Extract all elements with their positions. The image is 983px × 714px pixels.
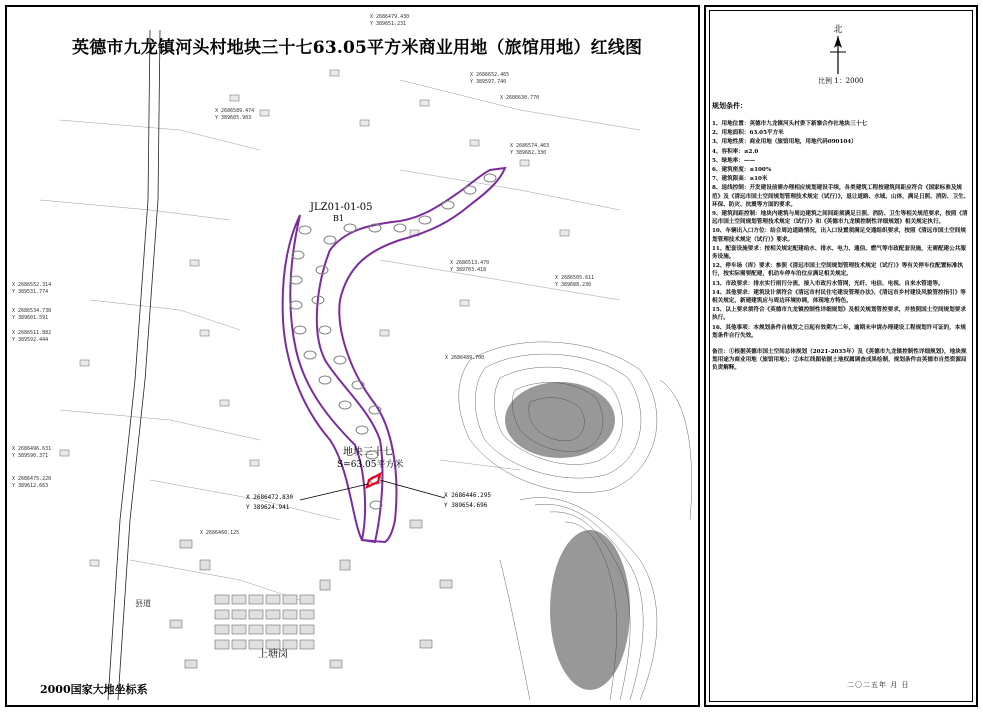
condition-item: 9、建筑间距控制：地块内建筑与周边建筑之间间距须满足日照、消防、卫生等相关规范要求，按照《清远市国土空间规划管理技术规定（试行）》和《英德市九龙镇控制性详细规划》相关规定执行。 — [712, 211, 968, 226]
site-area: S=63.05平方米 — [337, 460, 404, 470]
survey-point: X 2686652.465 — [470, 72, 510, 78]
condition-item: 6、建筑密度：≤100% — [712, 167, 772, 174]
condition-item: 7、建筑限高：≤10米 — [712, 176, 768, 183]
survey-point: Y 389682.330 — [510, 150, 547, 156]
site-coord-x-2: X 2686446.295 — [444, 492, 491, 499]
road-label: 县道 — [135, 599, 151, 608]
site-coord-y-2: Y 389654.696 — [444, 502, 488, 509]
survey-point: X 2686505.611 — [555, 275, 595, 281]
survey-point: X 2686475.220 — [12, 476, 52, 482]
condition-item: 2、用地面积：63.05平方米 — [712, 130, 784, 137]
survey-point: Y 389605.903 — [215, 115, 252, 121]
survey-point: Y 389688.230 — [555, 282, 592, 288]
condition-item: 13、市政要求：排水实行雨污分流，接入市政污水管网，光纤、电信、电视、自来水管道等。 — [712, 280, 944, 287]
survey-point: X 2686460.125 — [200, 530, 240, 536]
condition-item: 4、容积率：≤2.0 — [712, 148, 759, 155]
site-label: 地块三十七 — [343, 447, 393, 458]
survey-point: X 2686496.631 — [12, 446, 52, 452]
survey-point: Y 389703.418 — [450, 267, 487, 273]
survey-point: X 2686489.700 — [445, 355, 485, 361]
planning-conditions — [712, 120, 970, 374]
parcel-code: JLZ01-01-05 — [310, 202, 373, 213]
survey-point: Y 389651.231 — [370, 21, 407, 27]
condition-item: 8、退线控制：开发建设前需办理相应规划建设手续，各类建筑工程按建筑间距应符合《国家标准及规范》及《清远市国土空间规划管理技术规定（试行）》，退让道路、水域、山体，满足日照、消防、卫生、环保、防灾、抗震等方面的要求。 — [712, 185, 970, 208]
map-canvas — [7, 7, 698, 705]
survey-point: Y 389597.740 — [470, 79, 507, 85]
hill-shading — [505, 382, 630, 690]
condition-item: 15、以上要求须符合《英德市九龙镇控制性详细规划》及相关规划管控要求，并按照国土空间规划要求执行。 — [712, 307, 966, 322]
north-arrow-icon — [826, 22, 850, 82]
survey-point: Y 389590.371 — [12, 453, 49, 459]
survey-point: X 2686630.770 — [500, 95, 540, 101]
condition-item: 16、其他事项：本规划条件自核发之日起有效期为二年，逾期未申请办理建设工程规划许可证的，本规划条件自行失效。 — [712, 324, 966, 339]
condition-item: 10、车辆出入口方位：结合周边道路情况，出入口设置须满足交通组织要求，按照《清远市国土空间规划管理技术规定（试行）》要求。 — [712, 228, 966, 243]
survey-point: X 2686552.314 — [12, 282, 52, 288]
condition-item: 14、其他要求：建筑设计须符合《清远市村民住宅建设管理办法》、《清远市乡村建设风貌管控指引》等相关规定，新建建筑应与周边环境协调，体现地方特色。 — [712, 289, 966, 305]
condition-item: 3、用地性质：商业用地（旅馆用地，用地代码090104） — [712, 139, 857, 146]
condition-item: 5、绿地率：—— — [712, 157, 756, 164]
survey-point: X 2686574.463 — [510, 143, 550, 149]
map-title: 英德市九龙镇河头村地块三十七63.05平方米商业用地（旅馆用地）红线图 — [72, 38, 643, 58]
condition-item: 11、配套设施要求：按相关规定配建给水、排水、电力、通信、燃气等市政配套设施，无需配建公共服务设施。 — [712, 245, 966, 261]
survey-point: Y 389592.444 — [12, 337, 49, 343]
site-coord-x-1: X 2686472.830 — [246, 494, 293, 501]
village-buildings — [170, 520, 452, 668]
survey-point: X 2686511.882 — [12, 330, 52, 336]
road-lines — [108, 30, 160, 700]
remark: 备注：①根据英德市国土空间总体规划（2021-2035年）及《英德市九龙镇控制性详细规划》，地块规划用途为商业用地（旅馆用地）；②本红线图依据土地权属调查成果绘制，规划条件由英德市自然资源局负责解释。 — [712, 349, 967, 372]
map-scale: 比例 1：2000 — [818, 77, 864, 85]
survey-point: X 2686589.474 — [215, 108, 255, 114]
condition-item: 1、用地位置：英德市九龙镇河头村委下新寨合作社地块三十七 — [712, 121, 867, 127]
condition-item: 12、停车场（库）要求：参照《清远市国土空间规划管理技术规定（试行）》等有关停车位配置标准执行，按实际需要配建，机动车停车泊位应满足相关规定。 — [712, 263, 964, 278]
parcel-sub-code: B1 — [333, 214, 344, 223]
site-coord-y-1: Y 389624.941 — [246, 504, 290, 511]
svg-text:北: 北 — [833, 25, 843, 35]
issue-date: 二〇二五年 月 日 — [847, 681, 910, 689]
survey-point: X 2686479.430 — [370, 14, 410, 20]
scattered-buildings — [60, 70, 569, 566]
survey-point: X 2686513.470 — [450, 260, 490, 266]
village-label: 上塘岗 — [258, 649, 288, 660]
survey-point: X 2686534.738 — [12, 308, 52, 314]
survey-point: Y 389601.591 — [12, 315, 49, 321]
notes-title: 规划条件： — [712, 101, 747, 110]
survey-point: Y 389531.774 — [12, 289, 49, 295]
survey-point: Y 389612.663 — [12, 483, 49, 489]
coordinate-system: 2000国家大地坐标系 — [40, 683, 148, 696]
